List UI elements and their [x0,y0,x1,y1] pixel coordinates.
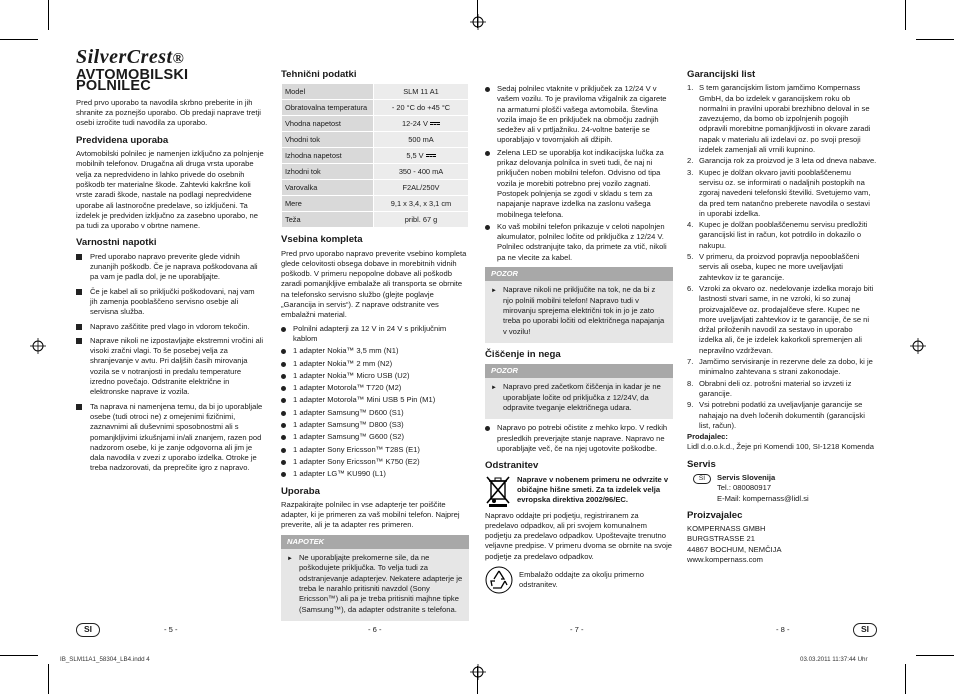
crop-mark [0,39,38,40]
list-item: 4. Kupec je dolžan pooblaščenemu servisu predložiti garancijski list in račun, kot potrdilo in dokazilo o nakupu. [687,220,877,251]
heading-service: Servis [687,458,716,470]
list-item [281,395,469,405]
contents-item: 1 adapter Motorola™ T720 (M2) [293,383,402,393]
contents-item: 1 adapter Samsung™ D600 (S1) [293,407,404,417]
warranty-item: Vsi potrebni podatki za uveljavljanje garancije se nahajajo na dveh ločenih dokumentih (garancijski list, račun). [699,400,865,430]
contents-item: 1 adapter Samsung™ D800 (S3) [293,420,404,430]
note-label: NAPOTEK [281,535,469,549]
bullet-square-icon [76,254,82,260]
disposal-warning: Naprave v nobenem primeru ne odvrzite v običajne hišne smeti. Za ta izdelek velja evropska direktiva 2002/96/EC. [517,474,669,505]
table-row [282,196,469,212]
safety-item: Če je kabel ali so priključki poškodovani, naj vam jih zamenja pooblaščeno servisno osebje ali servisna služba. [90,286,255,317]
table-cell: F2AL/250V [374,180,469,196]
step-text: Zelena LED se uporablja kot indikacijska lučka za prikaz delovanja polnilca in sveti tudi, če naj ni priključen noben mobilni telefon. Odvisno od tipa vozila je morebiti potrebno prej vozilo zagnati. Postopek polnjenja se zgodi v skladu s tem za napajanje naprave izdelka na zaslonu vašega mobilnega telefona. [497,147,664,219]
contents-item: 1 adapter LG™ KU990 (L1) [293,469,386,479]
column-3 [485,84,673,594]
arrow-right-icon: ► [491,385,497,392]
note-box [281,549,469,621]
crop-mark [905,664,906,694]
language-badge-right: SI [853,623,877,637]
use-text: Razpakirajte polnilec in vse adapterje ter poiščite adapter, ki je primeren za vaš mobilni telefon. Najprej preverite, ali je ta adapter res primeren. [281,499,460,530]
service-contact [717,473,809,504]
table-row [282,148,469,164]
heading-disposal: Odstranitev [485,460,539,472]
disposal-text: Napravo oddajte pri podjetju, registriranem za predelavo odpadkov, ali pri svojem komunalnem podjetju za predelavo odpadkov. Upoštevajte trenutno veljavne predpise. V primeru dvoma se obrnite na svoje podjetje za predelavo odpadkov. [485,510,672,561]
contents-item: 1 adapter Nokia™ 3,5 mm (N1) [293,346,399,356]
warranty-item: Garancija rok za proizvod je 3 leta od dneva nabave. [699,156,877,166]
list-item: 7. Jamčimo servisiranje in rezervne dele za dobo, ki je minimalno zahtevana s strani zakonodaje. [687,357,877,378]
warranty-item: Kupec je dolžan pooblaščenemu servisu predložiti garancijski list in račun, kot potrdilo in dokazilo o nakupu. [699,220,868,250]
safety-item: Napravo zaščitite pred vlago in vdorom tekočin. [90,321,250,331]
warranty-item: V primeru, da proizvod popravlja nepooblaščeni servis ali oseba, kupec ne more uveljavljati zahtevkov iz te garancije. [699,252,860,282]
table-cell: Varovalka [282,180,374,196]
bullet-dot-icon [485,225,490,230]
list-item [485,423,673,454]
bullet-dot-icon [281,448,286,453]
dc-symbol-icon [426,154,436,157]
table-cell [374,116,469,132]
table-cell: Izhodna napetost [282,148,374,164]
crop-mark [916,655,954,656]
heading-contents: Vsebina kompleta [281,234,363,246]
contents-item: 1 adapter Nokia™ 2 mm (N2) [293,358,393,368]
contents-intro: Pred prvo uporabo napravo preverite vsebino kompleta glede celovitosti obsega dobave in morebitnih vidnih poškodb. V primeru nepopolne dobave ali poškodb zaradi pomanjkljive embalaže ali transporta se obrnite na telefonsko servisno službo (glejte poglavje „Garancija in servis“). Z naprave odstranite ves embalažni material. [281,248,467,320]
list-item [76,336,264,398]
column-1 [76,46,264,478]
crop-mark [48,0,49,30]
output-voltage-value: 5,5 V [406,150,424,160]
list-item [281,432,469,442]
bullet-dot-icon [281,362,286,367]
table-cell: Mere [282,196,374,212]
packaging-row [485,566,673,594]
step-text: Ko vaš mobilni telefon prikazuje v celoti napolnjen akumulator, polnilec ločite od priključka z 12/24 V. Polnilec odstranjujte tako, da primete za vtič, nikoli pa ne vlecite za kabel. [497,221,667,262]
heading-tech-data: Tehnični podatki [281,69,357,80]
bullet-dot-icon [281,423,286,428]
service-name: Servis Slovenija [717,472,776,482]
crop-mark [48,664,49,694]
table-row [282,116,469,132]
table-cell [374,148,469,164]
bullet-dot-icon [281,435,286,440]
manufacturer-website: www.kompernass.com [687,555,763,565]
table-row [282,180,469,196]
table-cell: Izhodni tok [282,164,374,180]
bullet-dot-icon [485,87,490,92]
bullet-dot-icon [281,398,286,403]
page-title: AVTOMOBILSKI POLNILEC [76,67,189,94]
contents-item: Polnilni adapterji za 12 V in 24 V s priključnim kablom [293,323,447,343]
bullet-square-icon [76,404,82,410]
list-item: 3. Kupec je dolžan okvaro javiti pooblaščenemu servisu oz. se informirati o nadaljnih postopkih na zgoraj navedeni telefonski številki. Svetujemo vam, da pred tem natančno preberete navodila o sestavi in uporabi izdelka. [687,168,877,219]
step-text: Sedaj polnilec vtaknite v priključek za 12/24 V v vašem vozilu. To je praviloma vžigalnik za cigarete na armaturni plošči vašega avtomobila. Števlina vozila imajo še en priključek na območju zadnjih sedežev ali v prtljažniku. 24-voltne baterije se uporabljajo v tovornjakih ali džipih. [497,84,667,145]
registration-mark-icon [470,664,486,680]
brand-logo-text: SilverCrest [76,46,173,68]
contents-item: 1 adapter Sony Ericsson™ K750 (E2) [293,456,420,466]
manufacturer-line: BURGSTRASSE 21 [687,534,755,544]
list-item [281,371,469,381]
list-item [287,553,463,615]
list-item [76,252,264,283]
warranty-item: S tem garancijskim listom jamčimo Kompernass GmbH, da bo izdelek v garancijskem roku ob normalni in pravilni uporabi brezhibno deloval in se zavezujemo, da bomo ob izpolnjenih pogojih odpravili morebitne pomanjkljivosti in okvare zaradi napak v materialu ali izdelavi oz. po svoji presoji izdelek zamenjali ali vrnili kupnino. [699,83,871,155]
page-number-6: - 6 - [368,625,382,634]
country-badge: SI [693,474,711,484]
bullet-square-icon [76,338,82,344]
page-number-5: - 5 - [164,625,178,634]
safety-item: Naprave nikoli ne izpostavljajte ekstremni vročini ali visoki zračni vlagi. To še posebej velja za shranjevanje v avtu. Pri daljših časih mirovanja vozila se v notranjosti in predalu temperature izredno povečajo. Odstranite električne in elektronske naprave iz vozila. [90,335,264,397]
table-row [282,164,469,180]
file-slug: IB_SLM11A1_58304_LB4.indd 4 [60,656,150,663]
heading-intended-use: Predvidena uporaba [76,134,169,146]
crop-mark [916,39,954,40]
list-item: 8. Obrabni deli oz. potrošni material so izvzeti iz garancije. [687,379,877,400]
crop-mark [905,0,906,30]
list-item [76,322,264,332]
table-cell: 500 mA [374,132,469,148]
list-item: 6. Vzroki za okvaro oz. nedelovanje izdelka morajo biti lastnosti stvari same, in ne vzroki, ki so zunaj proizvajalčeve oz. prodajalčeve sfere. Kupec ne more uveljavljati zahtevkov iz te garancije, če se ni držal priloženih navodil za sestavo in uporabo izdelka ali, če je izdelek kakorkoli spremenjen ali nepravilno vzdrževan. [687,284,877,356]
bullet-dot-icon [281,411,286,416]
bullet-dot-icon [281,349,286,354]
bullet-dot-icon [485,426,490,431]
table-row [282,84,469,100]
list-item [485,148,673,220]
table-cell: - 20 °C do +45 °C [374,100,469,116]
registration-mark-icon [470,14,486,30]
bullet-dot-icon [485,151,490,156]
service-phone: Tel.: 080080917 [717,483,772,493]
seller-text: Lidl d.o.o.k.d., Žeje pri Komendi 100, SI-1218 Komenda [687,442,875,452]
crossed-bin-icon [485,475,511,507]
heading-manufacturer: Proizvajalec [687,509,743,521]
list-item [281,359,469,369]
intro-text: Pred prvo uporabo ta navodila skrbno preberite in jih shranite za poznejšo uporabo. Ob predaji naprave tretji osebi izročite tudi navodila za uporabo. [76,97,261,128]
list-item [281,469,469,479]
dc-symbol-icon [430,122,440,125]
warning-box [485,281,673,342]
table-cell: Obratovalna temperatura [282,100,374,116]
list-item [281,457,469,467]
language-badge-left: SI [76,623,100,637]
warranty-item: Jamčimo servisiranje in rezervne dele za dobo, ki je minimalno zahtevana s strani zakonodaje. [699,357,873,377]
table-cell: 9,1 x 3,4, x 3,1 cm [374,196,469,212]
table-row [282,100,469,116]
arrow-right-icon: ► [491,288,497,295]
bullet-square-icon [76,289,82,295]
manufacturer-line: KOMPERNASS GMBH [687,524,766,534]
safety-item: Pred uporabo napravo preverite glede vidnih zunanjih poškodb. Če je naprava poškodovana ali pa vam je padla dol, je ne uporabljajte. [90,251,258,282]
table-cell: Model [282,84,374,100]
heading-warranty: Garancijski list [687,69,756,80]
brand-logo [76,46,264,68]
list-item [281,346,469,356]
service-email: E-Mail: kompernass@lidl.si [717,493,809,503]
manufacturer-line: 44867 BOCHUM, NEMČIJA [687,544,782,554]
caution-label: POZOR [485,364,673,378]
trademark: ® [172,51,185,67]
note-text: Ne uporabljajte prekomerne sile, da ne poškodujete priključka. To velja tudi za odstranjevanje adapterjev. Nekatere adapterje je treba le narahlo pritisniti navzdol (Sony Ericsson™) ali pa je treba pritisniti majhne tipke (Samsung™), da adapter odstranite s telefona. [298,553,463,614]
list-item [281,408,469,418]
list-item [485,84,673,146]
page-number-7: - 7 - [570,625,584,634]
contents-item: 1 adapter Sony Ericsson™ T28S (E1) [293,444,420,454]
warning-text: Naprave nikoli ne priključite na tok, ne da bi z njo polnili mobilni telefon! Napravo tudi v mirovanju sprejema električni tok in jo je zato treba po uporabi ločiti od električnega napajanja v vozilu! [502,285,665,336]
recycle-icon [485,566,513,594]
contents-item: 1 adapter Motorola™ Mini USB 5 Pin (M1) [293,395,436,405]
arrow-right-icon: ► [287,556,293,563]
table-cell: 350 - 400 mA [374,164,469,180]
list-item [76,402,264,474]
list-item [281,420,469,430]
warranty-item: Obrabni deli oz. potrošni material so izvzeti iz garancije. [699,378,852,398]
heading-use: Uporaba [281,485,320,497]
list-item [491,382,667,413]
list-item [76,287,264,318]
seller-label: Prodajalec: [687,432,728,442]
column-2 [281,70,469,621]
table-row [282,132,469,148]
contents-item: 1 adapter Samsung™ G600 (S2) [293,432,405,442]
bullet-dot-icon [281,460,286,465]
table-row [282,212,469,228]
service-row [687,473,877,504]
page-number-8: - 8 - [776,625,790,634]
bullet-dot-icon [281,472,286,477]
heading-cleaning: Čiščenje in nega [485,348,561,360]
list-item [491,285,667,336]
warranty-item: Kupec je dolžan okvaro javiti pooblaščenemu servisu oz. se informirati o nadaljnih postopkih na zgoraj navedeni telefonski številki. Svetujemo vam, da pred tem natančno preberete navodila o sestavi in uporabi izdelka. [699,167,871,218]
date-slug: 03.03.2011 11:37:44 Uhr [800,656,868,663]
heading-safety: Varnostni napotki [76,237,157,249]
column-4 [687,70,877,565]
list-item: 2. Garancija rok za proizvod je 3 leta od dneva nabave. [687,156,877,166]
table-cell: Teža [282,212,374,228]
registration-mark-icon [30,338,46,354]
crop-mark [0,655,38,656]
table-cell: SLM 11 A1 [374,84,469,100]
contents-item: 1 adapter Nokia™ Micro USB (U2) [293,370,410,380]
list-item [281,445,469,455]
table-cell: Vhodna napetost [282,116,374,132]
table-cell: pribl. 67 g [374,212,469,228]
list-item: 9. Vsi potrebni podatki za uveljavljanje garancije se nahajajo na dveh ločenih dokumentih (garancijski list, račun). [687,400,877,431]
list-item [485,222,673,263]
bullet-square-icon [76,324,82,330]
registration-mark-icon [910,338,926,354]
warning-label: POZOR [485,267,673,281]
list-item: 1. S tem garancijskim listom jamčimo Kompernass GmbH, da bo izdelek v garancijskem roku ob normalni in pravilni uporabi brezhibno deloval in se zavezujemo, da bomo ob izpolnjenih pogojih odpravili morebitne pomanjkljivosti in okvare zaradi napak v materialu ali izdelavi oz. po svoji presoji izdelek zamenjali ali vrnili kupnino. [687,83,877,155]
list-item: 5. V primeru, da proizvod popravlja nepooblaščeni servis ali oseba, kupec ne more uveljavljati zahtevkov iz te garancije. [687,252,877,283]
input-voltage-value: 12-24 V [402,118,428,128]
packaging-text: Embalažo oddajte za okolju primerno odstranitev. [519,569,644,590]
table-cell: Vhodni tok [282,132,374,148]
list-item [281,324,469,345]
bullet-dot-icon [281,374,286,379]
cleaning-text: Napravo po potrebi očistite z mehko krpo. V redkih presledkih preverjajte stanje naprave. Napravo ne uporabljajte več, če na njej ugotovite poškodbe. [497,423,668,453]
tech-data-table [281,83,469,228]
disposal-row [485,475,673,507]
intended-use-text: Avtomobilski polnilec je namenjen izključno za polnjenje mobilnih telefonov. Drugačna ali druga vrsta uporabe velja za nepredvideno in lahko privede do osebnih poškodb ter materialne škode. Zahtevki kakršne koli vrste zaradi škode, nastale na podlagi nepredvidene uporabe ali lastnoročne predelave, so izključeni. Ta izdelek je predviden izključno za zasebno uporabo, ne pa tudi za uporabo v obrtne namene. [76,149,264,231]
safety-item: Ta naprava ni namenjena temu, da bi jo uporabljale osebe (tudi otroci ne) z omejenimi fizičnimi, zaznavnimi ali duševnimi sposobnostmi ali s pomanjkljivimi izkušnjami in/ali znanjem, razen pod nadzorom osebe, ki je zanje odgovorna ali jim je dala navodila v zvezi z uporabo izdelka. Otroke je treba nadzorovati, da preprečite igro z napravo. [90,401,263,473]
caution-box [485,378,673,419]
bullet-dot-icon [281,327,286,332]
list-item [281,383,469,393]
warranty-item: Vzroki za okvaro oz. nedelovanje izdelka morajo biti lastnosti stvari same, in ne vzroki, ki so zunaj proizvajalčeve oz. prodajalčeve sfere. Kupec ne more uveljavljati zahtevkov iz te garancije, če se ni držal priloženih navodil za sestavo in uporabo izdelka ali, če je izdelek kakorkoli spremenjen ali nepravilno vzdrževan. [699,283,874,355]
caution-text: Napravo pred začetkom čiščenja in kadar je ne uporabljate ločite od priključka z 12/24V, da odpravite tveganje električnega udara. [502,382,661,413]
bullet-dot-icon [281,386,286,391]
